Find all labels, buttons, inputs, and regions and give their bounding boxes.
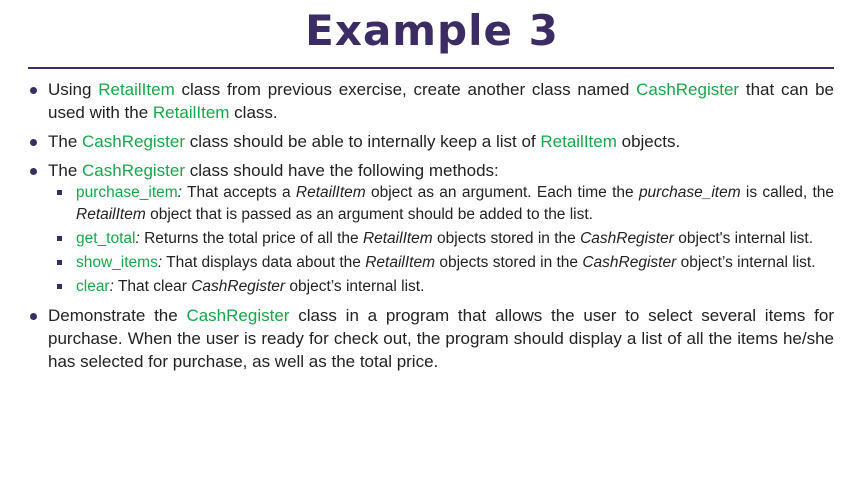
bullet-list bbox=[28, 78, 834, 373]
bullet-item: Demonstrate the CashRegister class in a program that allows the user to select several items for purchase. When the user is ready for check out, the program should display a list of all the items he/she has selected for purchase, as well as the total price. bbox=[28, 304, 834, 373]
class-name: RetailItem bbox=[98, 80, 175, 99]
class-name: CashRegister bbox=[82, 132, 186, 151]
method-list bbox=[48, 182, 834, 298]
bullet-dot-icon bbox=[30, 313, 37, 320]
class-name: RetailItem bbox=[152, 103, 230, 122]
bullet-dot-icon bbox=[30, 168, 37, 175]
title-divider bbox=[28, 67, 834, 69]
bullet-dot-icon bbox=[30, 87, 37, 94]
class-name: CashRegister bbox=[82, 161, 186, 180]
square-bullet-icon bbox=[57, 260, 62, 265]
square-bullet-icon bbox=[57, 284, 62, 289]
class-name: RetailItem bbox=[540, 132, 617, 151]
method-name: clear bbox=[76, 278, 110, 295]
class-name: CashRegister bbox=[186, 306, 290, 325]
method-name: show_items bbox=[76, 254, 158, 271]
method-item: show_items: That displays data about the RetailItem objects stored in the CashRegister object’s internal list. bbox=[48, 252, 834, 274]
method-name: get_total bbox=[76, 230, 136, 247]
slide-title: Example 3 bbox=[305, 6, 559, 55]
bullet-dot-icon bbox=[30, 139, 37, 146]
method-item: clear: That clear CashRegister object’s internal list. bbox=[48, 276, 834, 298]
method-item: get_total: Returns the total price of all the RetailItem objects stored in the CashRegister object's internal list. bbox=[48, 228, 834, 250]
method-name: purchase_item bbox=[76, 184, 178, 201]
class-name: CashRegister bbox=[636, 80, 740, 99]
slide-content bbox=[28, 78, 834, 379]
square-bullet-icon bbox=[57, 236, 62, 241]
bullet-item: The CashRegister class should be able to internally keep a list of RetailItem objects. bbox=[28, 130, 834, 153]
bullet-item: The CashRegister class should have the following methods: purchase_item: That accepts a RetailItem object as an argument. Each time the purchase_item is called, the RetailItem object that is passed as an argument should be added to the list. get_total: Returns the total price of all the RetailItem objects stored in the CashRegister object's internal list. show_items: That displays data about the RetailItem objects stored in the CashRegister object’s internal list. clear: That clear CashRegister object’s internal list. bbox=[28, 159, 834, 298]
bullet-item: Using RetailItem class from previous exercise, create another class named CashRegister that can be used with the RetailItem class. bbox=[28, 78, 834, 124]
square-bullet-icon bbox=[57, 190, 62, 195]
method-item: purchase_item: That accepts a RetailItem object as an argument. Each time the purchase_item is called, the RetailItem object that is passed as an argument should be added to the list. bbox=[48, 182, 834, 226]
